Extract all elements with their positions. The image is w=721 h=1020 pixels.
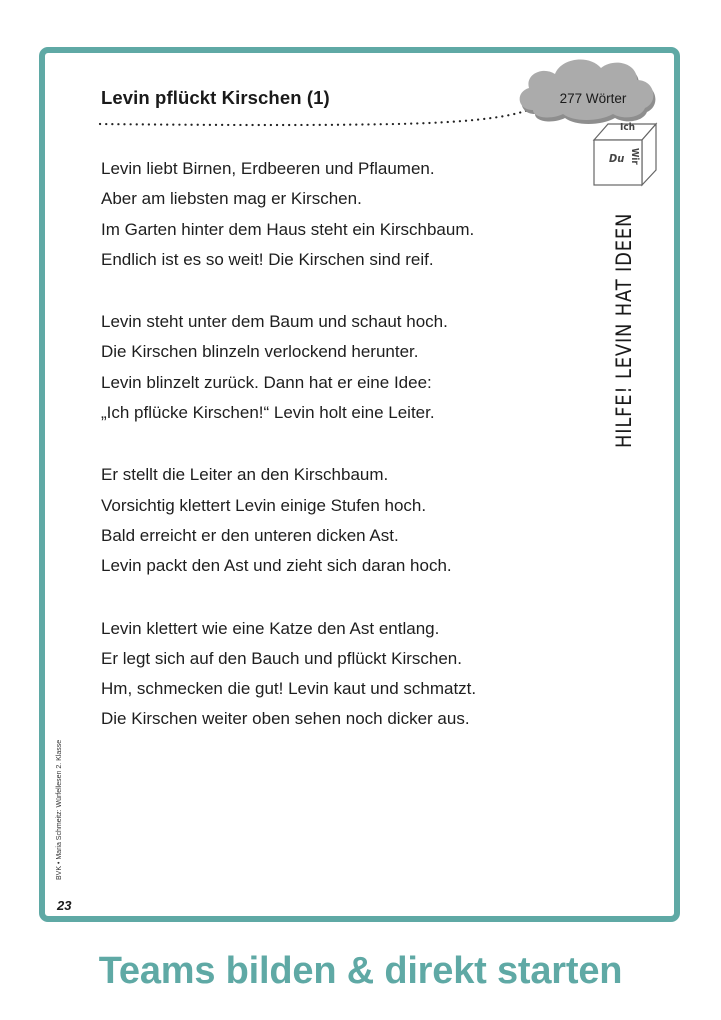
dice-face-wir: Wir xyxy=(629,148,640,165)
story-line: Vorsichtig klettert Levin einige Stufen hoch. xyxy=(101,495,427,515)
dice-face-du: Du xyxy=(609,152,625,165)
word-count-badge: 277 Wörter xyxy=(559,91,627,106)
stanza-2 xyxy=(101,307,476,428)
story-line: Die Kirschen blinzeln verlockend herunter. xyxy=(101,342,419,362)
story-line: Im Garten hinter dem Haus steht ein Kirschbaum. xyxy=(101,219,475,239)
story-line: Er stellt die Leiter an den Kirschbaum. xyxy=(101,465,389,485)
story-line: Levin blinzelt zurück. Dann hat er eine Idee: xyxy=(101,372,432,392)
credit-line: BVK • Maria Schmeitz: Würfellesen 2. Klasse xyxy=(56,739,63,880)
side-title: HILFE! LEVIN HAT IDEEN xyxy=(612,212,636,448)
story-line: Bald erreicht er den unteren dicken Ast. xyxy=(101,525,399,545)
story-line: Er legt sich auf den Bauch und pflückt Kirschen. xyxy=(101,648,462,668)
story-line: Die Kirschen weiter oben sehen noch dicker aus. xyxy=(101,709,470,729)
page-number: 23 xyxy=(57,898,72,913)
story-text xyxy=(101,154,476,767)
stanza-3 xyxy=(101,460,476,581)
banner-text: Teams bilden & direkt starten xyxy=(98,950,623,992)
story-line: „Ich pflücke Kirschen!“ Levin holt eine Leiter. xyxy=(101,403,435,423)
worksheet-title: Levin pflückt Kirschen (1) xyxy=(101,87,330,108)
story-line: Endlich ist es so weit! Die Kirschen sind reif. xyxy=(101,249,434,269)
story-line: Aber am liebsten mag er Kirschen. xyxy=(101,189,362,209)
dice-face-ich: Ich xyxy=(620,122,636,133)
dotted-divider xyxy=(96,108,536,128)
story-line: Levin liebt Birnen, Erdbeeren und Pflaumen. xyxy=(101,159,435,178)
stanza-1 xyxy=(101,154,476,275)
story-line: Levin klettert wie eine Katze den Ast entlang. xyxy=(101,618,440,638)
story-line: Levin steht unter dem Baum und schaut hoch. xyxy=(101,312,448,332)
story-line: Hm, schmecken die gut! Levin kaut und schmatzt. xyxy=(101,679,477,699)
stanza-4 xyxy=(101,614,476,735)
story-line: Levin packt den Ast und zieht sich daran hoch. xyxy=(101,556,452,576)
